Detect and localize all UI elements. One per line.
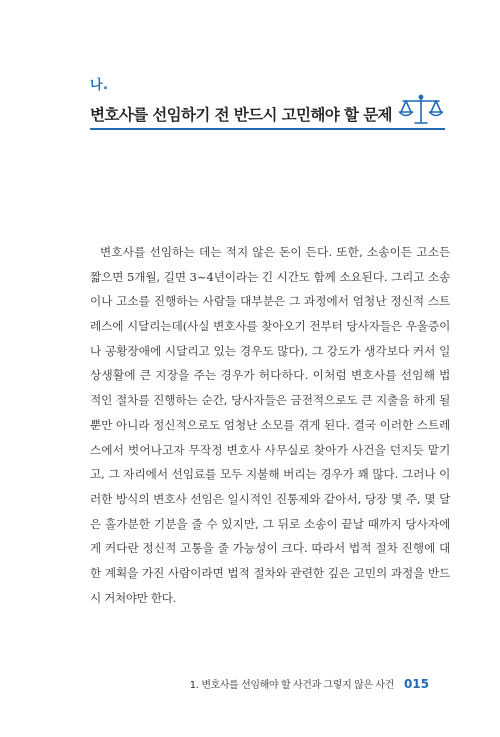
body-line: 레스에 시달리는데(사실 변호사를 찾아오기 전부터 당사자들은 우울증이 [90, 319, 451, 334]
body-line: 시 거쳐야만 한다. [90, 590, 176, 605]
body-line: 한 계획을 가진 사람이라면 법적 절차와 관련한 깊은 고민의 과정을 반드 [90, 565, 451, 580]
scales-of-justice-icon [397, 93, 445, 127]
body-line: 나 공황장애에 시달리고 있는 경우도 많다), 그 강도가 생각보다 커서 일 [90, 343, 451, 358]
section-title: 변호사를 선임하기 전 반드시 고민해야 할 문제 [90, 106, 392, 124]
body-line: 게 커다란 정신적 고통을 줄 가능성이 크다. 따라서 법적 절차 진행에 대 [90, 541, 451, 556]
body-line: 짧으면 5개월, 길면 3~4년이라는 긴 시간도 함께 소요된다. 그리고 소송 [90, 269, 451, 284]
body-line: 변호사를 선임하는 데는 적지 않은 돈이 든다. 또한, 소송이든 고소든 [100, 245, 451, 259]
body-paragraph [90, 240, 450, 610]
body-line: 은 홀가분한 기분을 줄 수 있지만, 그 뒤로 소송이 끝날 때까지 당사자에 [90, 516, 451, 531]
section-number: 나. [90, 78, 109, 93]
section-header [90, 74, 445, 125]
body-line: 이나 고소를 진행하는 사람들 대부분은 그 과정에서 엄청난 정신적 스트 [90, 294, 451, 309]
header-divider [90, 128, 445, 130]
body-line: 스에서 벗어나고자 무작정 변호사 사무실로 찾아가 사건을 던지듯 맡기 [90, 442, 451, 457]
body-line: 상생활에 큰 지장을 주는 경우가 허다하다. 이처럼 변호사를 선임해 법 [90, 368, 451, 383]
chapter-title: 1. 변호사를 선임해야 할 사건과 그렇지 않은 사건 [189, 680, 394, 691]
body-line: 러한 방식의 변호사 선임은 일시적인 진통제와 같아서, 당장 몇 주, 몇 달 [90, 491, 451, 506]
page-footer [190, 676, 429, 691]
body-line: 고, 그 자리에서 선임료를 모두 지불해 버리는 경우가 꽤 많다. 그러나 이 [90, 467, 451, 482]
body-line: 적인 절차를 진행하는 순간, 당사자들은 금전적으로도 큰 지출을 하게 될 [90, 393, 451, 408]
body-line: 뿐만 아니라 정신적으로도 엄청난 소모를 겪게 된다. 결국 이러한 스트레 [90, 417, 451, 432]
page-number: 015 [403, 677, 429, 691]
